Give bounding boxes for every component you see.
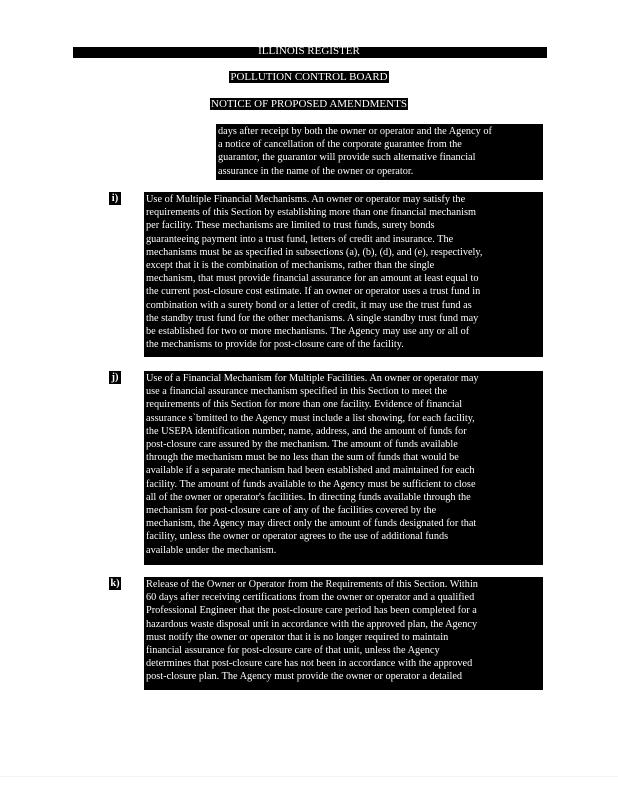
notice-title: NOTICE OF PROPOSED AMENDMENTS bbox=[211, 98, 407, 110]
section-label-k: k) bbox=[110, 578, 120, 589]
section-k-paragraph: Release of the Owner or Operator from the Requirements of this Section. Within 60 days after receiving certifications from the owner or operator and a qualified Professional Engineer that the post-closure care period has been completed for a hazardous waste disposal unit in accordance with the approved plan, the Agency must notify the owner or operator that it is no longer required to maintain financial assurance for post-closure care of that unit, unless the Agency determines that post-closure care has not been in accordance with the approved post-closure plan. The Agency must provide the owner or operator a detailed bbox=[144, 577, 543, 690]
section-i-paragraph: Use of Multiple Financial Mechanisms. An owner or operator may satisfy the requirements of this Section by establishing more than one financial mechanism per facility. These mechanisms are limited to trust funds, surety bonds guaranteeing payment into a trust fund, letters of credit and insurance. The mechanisms must be as specified in subsections (a), (b), (d), and (e), respectively, except that it is the combination of mechanisms, rather than the single mechanism, that must provide financial assurance for an amount at least equal to the current post-closure cost estimate. If an owner or operator uses a trust fund in combination with a surety bond or a letter of credit, it may use the trust fund as the standby trust fund for the other mechanisms. A single standby trust fund may be established for two or more mechanisms. The Agency may use any or all of the mechanisms to provide for post-closure care of the facility. bbox=[144, 192, 543, 357]
board-name: POLLUTION CONTROL BOARD bbox=[230, 71, 388, 83]
section-label-j: j) bbox=[109, 371, 121, 384]
section-label-i: i) bbox=[109, 192, 121, 205]
register-title: ILLINOIS REGISTER bbox=[258, 45, 360, 57]
page-bottom-rule bbox=[0, 776, 618, 777]
section-j-paragraph: Use of a Financial Mechanism for Multiple Facilities. An owner or operator may use a financial assurance mechanism specified in this Section to meet the requirements of this Section for more than one facility. Evidence of financial assurance s`bmitted to the Agency must include a list showing, for each facility, the USEPA identification number, name, address, and the amount of funds for post-closure care assured by the mechanism. The amount of funds available through the mechanism must be no less than the sum of funds that would be available if a separate mechanism had been established and maintained for each facility. The amount of funds available to the Agency must be sufficient to close all of the owner or operator's facilities. In directing funds available through the mechanism for post-closure care of any of the facilities covered by the mechanism, the Agency may direct only the amount of funds designated for that facility, unless the owner or operator agrees to the use of additional funds available under the mechanism. bbox=[144, 371, 543, 565]
continuation-paragraph: days after receipt by both the owner or operator and the Agency of a notice of cancellation of the corporate guarantee from the guarantor, the guarantor will provide such alternative financial assurance in the name of the owner or operator. bbox=[216, 124, 543, 180]
